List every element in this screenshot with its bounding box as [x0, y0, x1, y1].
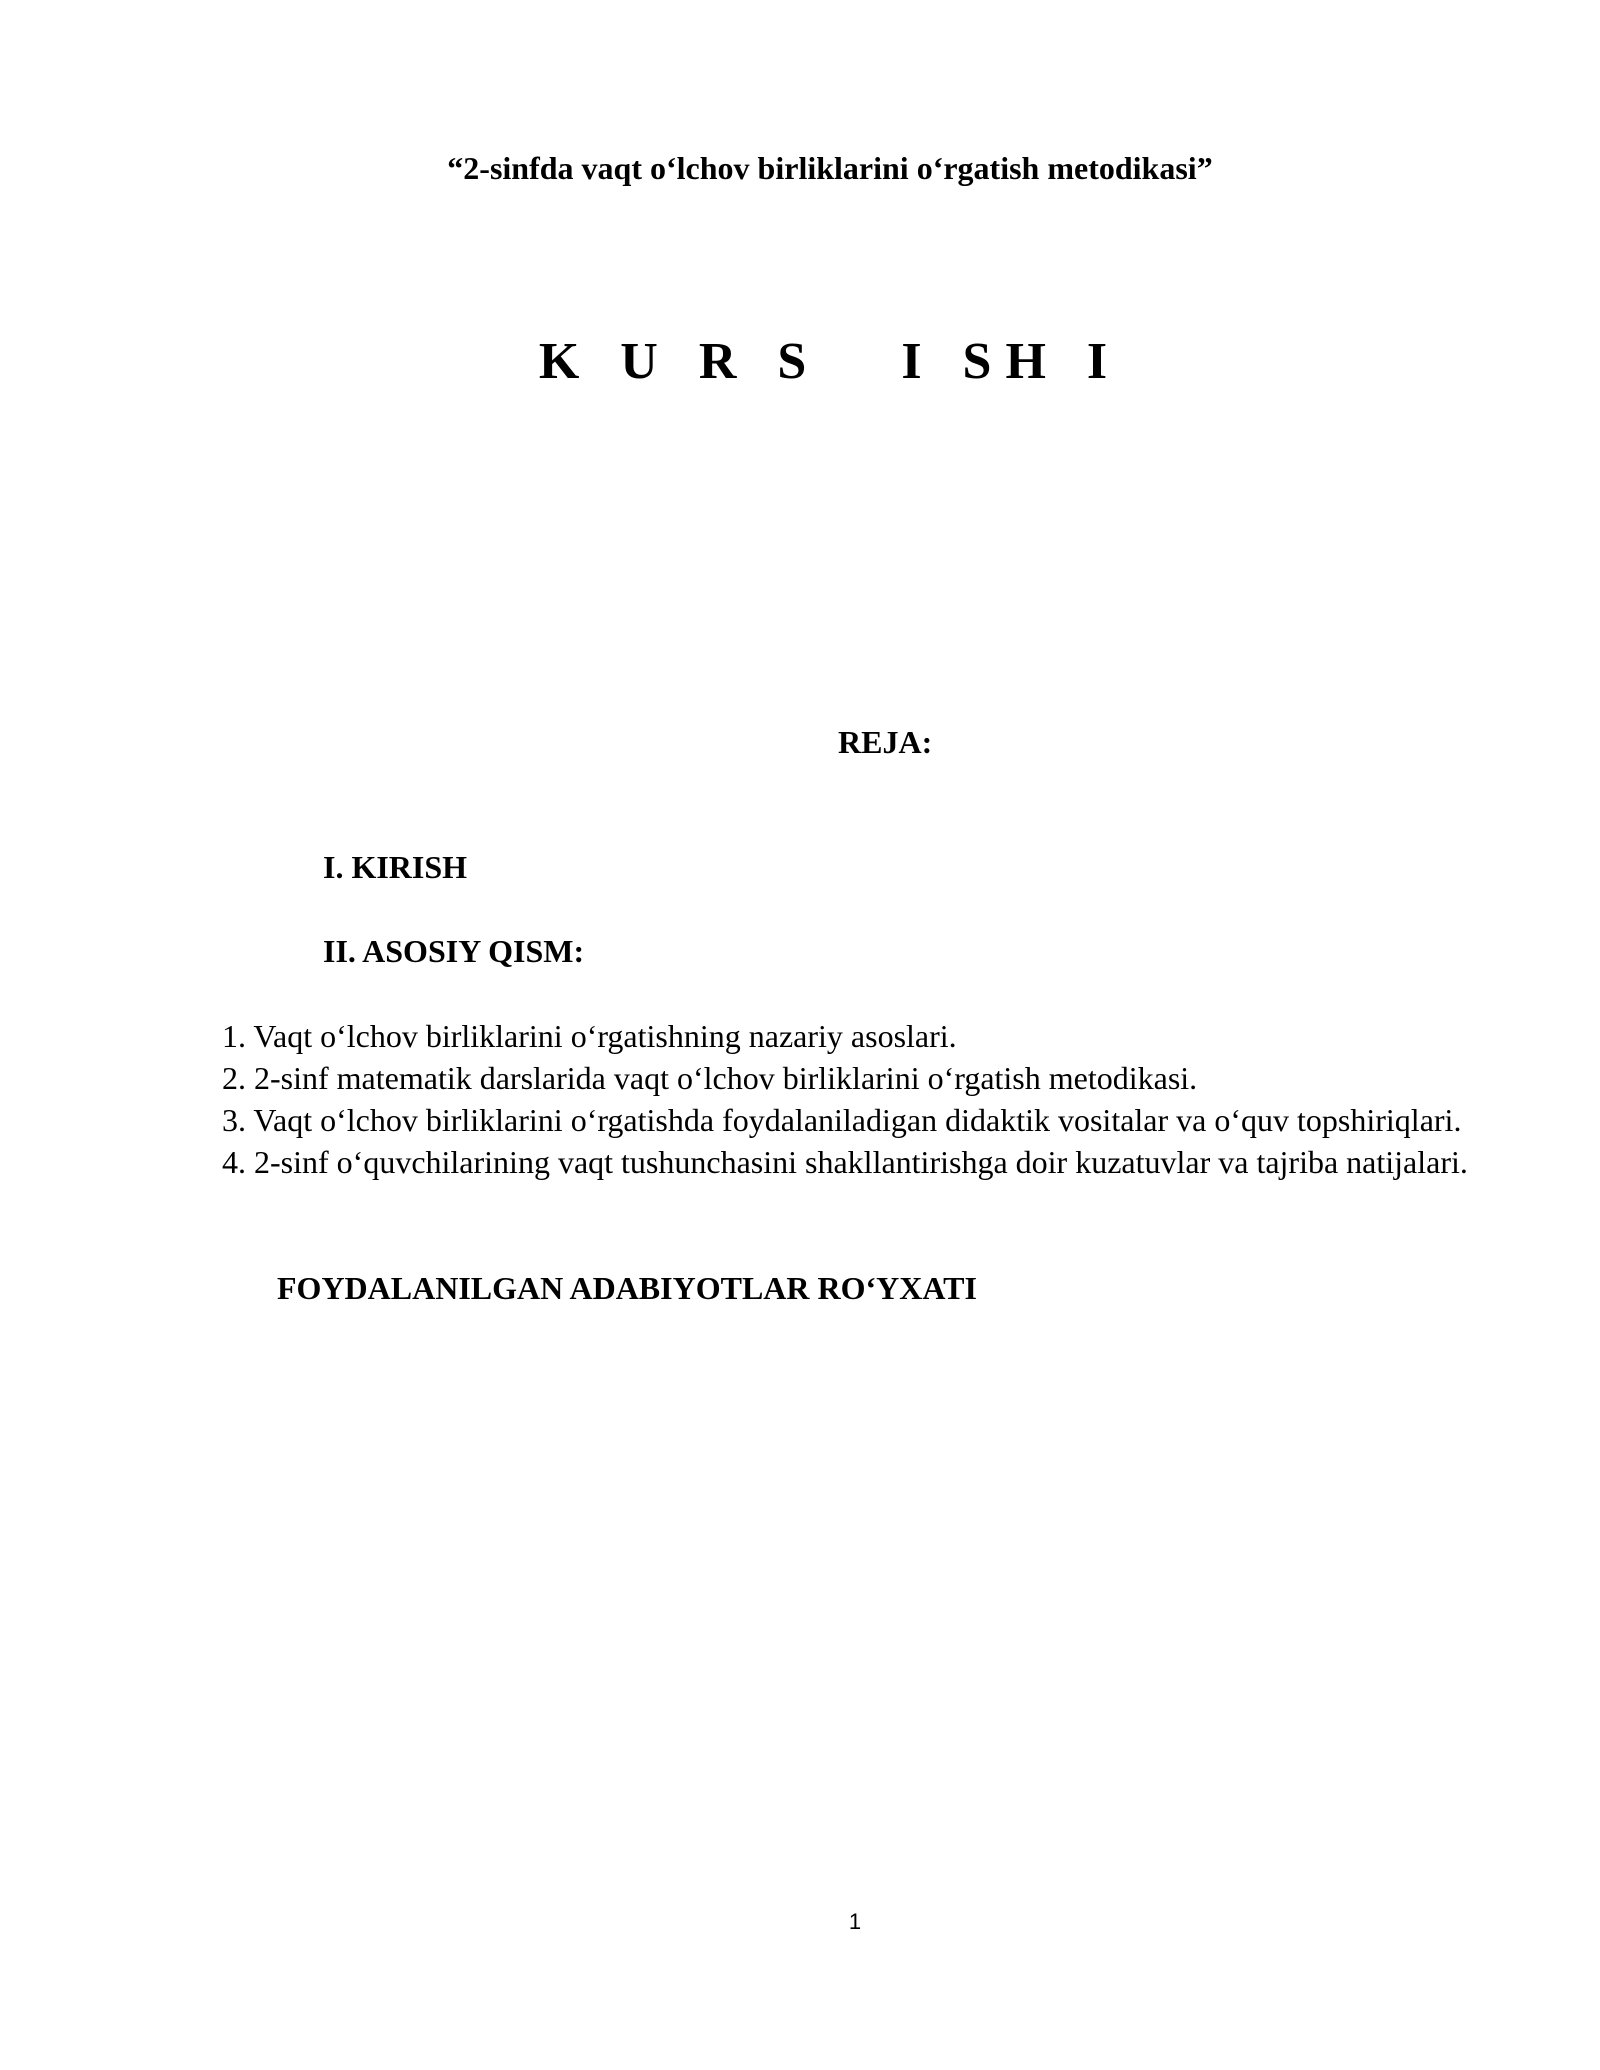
- document-type-title: K U R S I SH I: [538, 333, 1122, 390]
- section-introduction: I. KIRISH: [323, 849, 468, 885]
- plan-heading: REJA:: [838, 724, 933, 760]
- plan-item-2: 2. 2-sinf matematik darslarida vaqt o‘lchov birliklarini o‘rgatish metodikasi.: [222, 1060, 1198, 1096]
- plan-item-1: 1. Vaqt o‘lchov birliklarini o‘rgatishning nazariy asoslari.: [222, 1018, 957, 1054]
- section-main-part: II. ASOSIY QISM:: [323, 933, 585, 969]
- plan-item-3: 3. Vaqt o‘lchov birliklarini o‘rgatishda foydalaniladigan didaktik vositalar va o‘quv topshiriqlari.: [222, 1102, 1462, 1138]
- document-topic: “2-sinfda vaqt o‘lchov birliklarini o‘rgatish metodikasi”: [447, 150, 1213, 186]
- plan-item-4: 4. 2-sinf o‘quvchilarining vaqt tushunchasini shakllantirishga doir kuzatuvlar va tajriba natijalari.: [222, 1144, 1468, 1180]
- page-number: 1: [848, 1909, 862, 1934]
- plan-item-list: [222, 1015, 1472, 1183]
- references-heading: FOYDALANILGAN ADABIYOTLAR RO‘YXATI: [277, 1270, 977, 1306]
